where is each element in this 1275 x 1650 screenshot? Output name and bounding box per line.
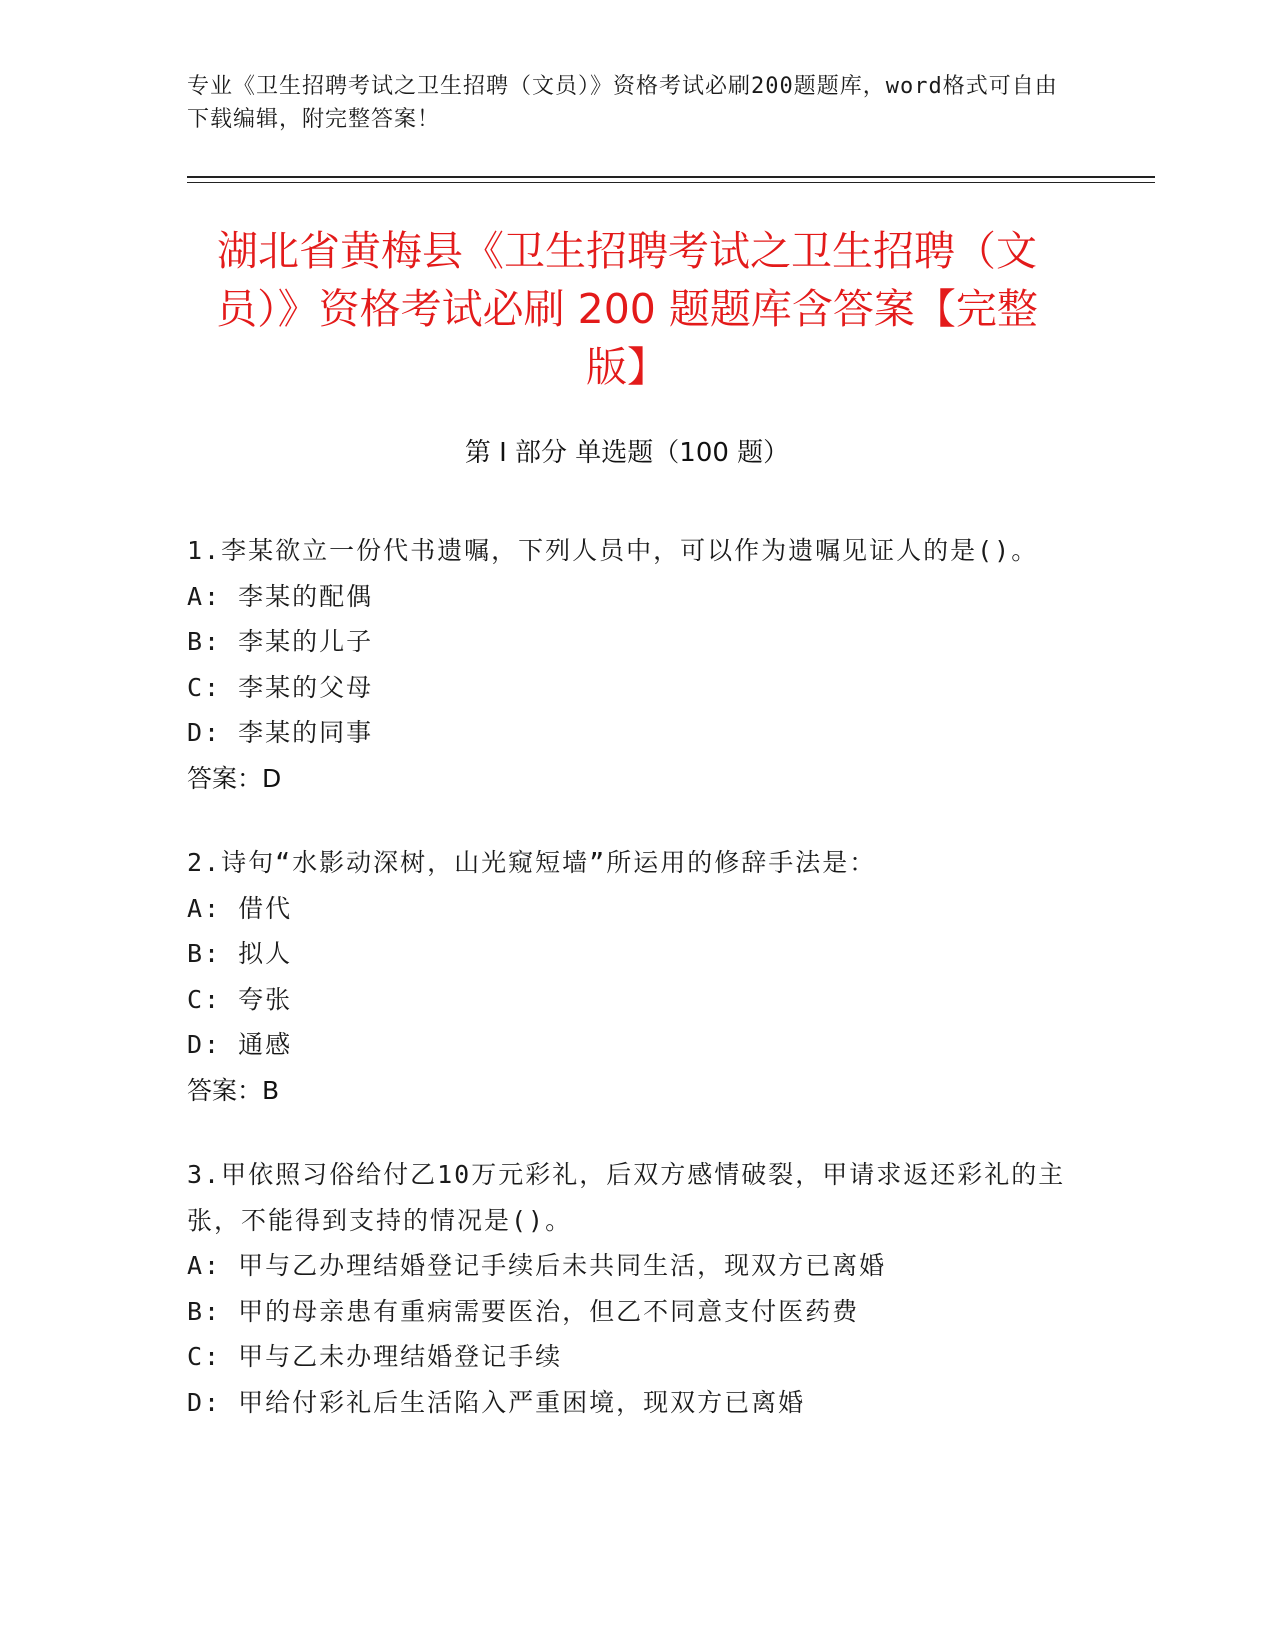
option-c: C: 夸张	[187, 984, 293, 1014]
question-stem: 3.甲依照习俗给付乙10万元彩礼，后双方感情破裂，甲请求返还彩礼的主张，不能得到支持的情况是()。	[187, 1160, 1066, 1235]
option-a: A: 李某的配偶	[187, 581, 374, 611]
document-title: 湖北省黄梅县《卫生招聘考试之卫生招聘（文员）》资格考试必刷 200 题题库含答案【完整版】	[216, 227, 1038, 391]
option-d: D: 李某的同事	[187, 718, 374, 747]
answer-line: 答案：B	[187, 1075, 280, 1105]
option-b: B: 拟人	[187, 939, 293, 968]
header-note: 专业《卫生招聘考试之卫生招聘（文员）》资格考试必刷200题题库，word格式可自由下载编辑，附完整答案！	[187, 74, 1058, 132]
option-c: C: 甲与乙未办理结婚登记手续	[187, 1342, 563, 1371]
question-list	[187, 528, 1087, 1464]
option-d: D: 通感	[187, 1030, 293, 1059]
header-divider-thin	[187, 182, 1155, 183]
option-b: B: 李某的儿子	[187, 627, 374, 656]
question-stem: 1.李某欲立一份代书遗嘱，下列人员中，可以作为遗嘱见证人的是()。	[187, 536, 1039, 565]
option-b: B: 甲的母亲患有重病需要医治，但乙不同意支付医药费	[187, 1296, 860, 1326]
option-a: A: 借代	[187, 893, 293, 923]
option-a: A: 甲与乙办理结婚登记手续后未共同生活，现双方已离婚	[187, 1251, 887, 1280]
header-divider-thick	[187, 176, 1155, 178]
option-d: D: 甲给付彩礼后生活陷入严重困境，现双方已离婚	[187, 1387, 806, 1417]
answer-line: 答案：D	[187, 763, 282, 793]
option-c: C: 李某的父母	[187, 672, 374, 702]
question-3	[187, 1152, 1087, 1425]
question-2	[187, 840, 1087, 1113]
section-heading: 第 I 部分 单选题（100 题）	[464, 438, 790, 468]
question-stem: 2.诗句“水影动深树，山光窥短墙”所运用的修辞手法是：	[187, 848, 877, 877]
question-1	[187, 528, 1087, 801]
